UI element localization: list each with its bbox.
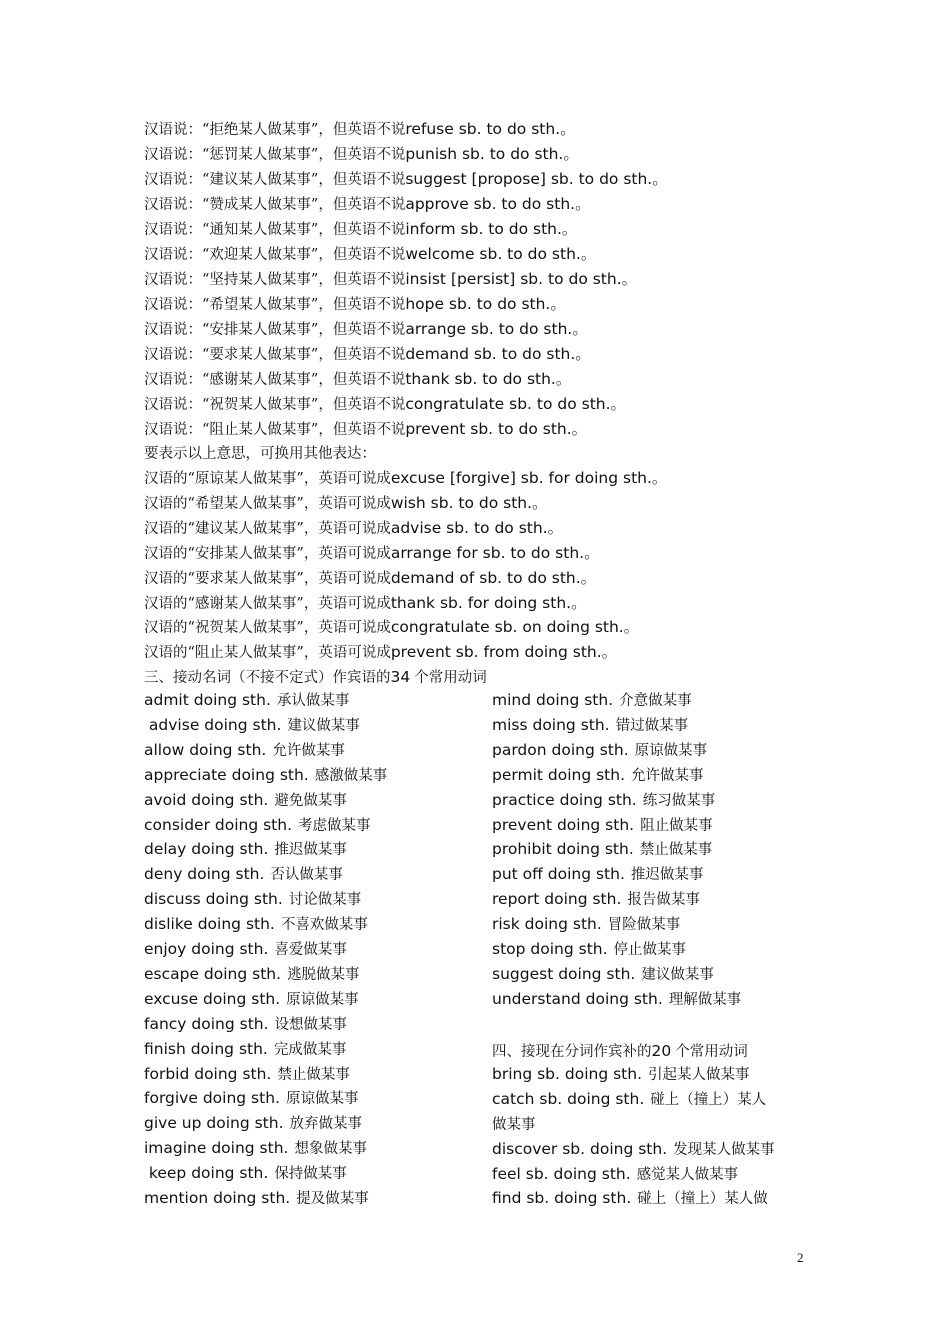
refuse-line (144, 344, 591, 365)
english-phrase: miss doing sth. (492, 715, 610, 734)
english-phrase: refuse sb. to do sth.。 (405, 120, 576, 138)
gerund-verb-item (144, 939, 347, 960)
english-phrase: give up doing sth. (144, 1114, 284, 1133)
heading3-number: 34 (390, 668, 411, 686)
gerund-verb-item (144, 889, 361, 910)
english-phrase: admit doing sth. (144, 691, 271, 709)
english-phrase: prevent doing sth. (492, 815, 635, 834)
chinese-meaning: 允许做某事 (272, 742, 345, 759)
chinese-text: 汉语的“安排某人做某事”，英语可说成 (144, 545, 391, 562)
gerund-verb-item (144, 740, 345, 761)
gerund-verb-item (144, 1088, 358, 1109)
english-phrase: thank sb. for doing sth.。 (390, 593, 587, 612)
refuse-line (144, 219, 577, 240)
chinese-meaning: 理解做某事 (668, 991, 742, 1008)
chinese-text: 汉语说：“阻止某人做某事”，但英语不说 (144, 422, 406, 438)
english-phrase: consider doing sth. (144, 815, 293, 834)
gerund-verb-item (144, 1113, 362, 1134)
heading-participle-verbs (492, 1041, 748, 1062)
refuse-line (144, 369, 571, 390)
gerund-verb-item (144, 815, 371, 836)
chinese-meaning: 否认做某事 (270, 867, 343, 884)
english-phrase: arrange for sb. to do sth.。 (390, 543, 600, 562)
chinese-text: 汉语说：“要求某人做某事”，但英语不说 (144, 347, 406, 363)
chinese-text: 汉语的“原谅某人做某事”，英语可说成 (144, 471, 391, 487)
chinese-text: 汉语的“阻止某人做某事”，英语可说成 (144, 645, 391, 662)
english-phrase: permit doing sth. (492, 765, 626, 784)
english-phrase: discuss doing sth. (144, 890, 283, 909)
chinese-meaning: 想象做某事 (294, 1141, 367, 1158)
gerund-verb-item (492, 815, 713, 836)
english-phrase: escape doing sth. (144, 964, 282, 983)
chinese-meaning: 介意做某事 (619, 693, 692, 709)
chinese-meaning: 碰上（撞上）某人 (650, 1092, 767, 1108)
english-phrase: prevent sb. to do sth.。 (405, 420, 588, 438)
english-phrase: avoid doing sth. (144, 790, 269, 809)
english-phrase: practice doing sth. (492, 790, 637, 809)
gerund-verb-item (492, 715, 688, 736)
english-phrase: appreciate doing sth. (144, 765, 309, 784)
alternative-line (144, 493, 548, 514)
gerund-verb-item (144, 715, 360, 736)
refuse-line (144, 319, 588, 340)
chinese-meaning: 喜爱做某事 (274, 942, 347, 958)
english-phrase: put off doing sth. (492, 865, 625, 884)
gerund-verb-item (144, 1163, 347, 1184)
chinese-meaning: 建议做某事 (287, 717, 360, 734)
english-phrase: wish sb. to do sth.。 (390, 493, 548, 512)
english-phrase: catch sb. doing sth. (492, 1090, 645, 1108)
chinese-meaning: 原谅做某事 (634, 742, 708, 759)
chinese-text: 汉语说：“安排某人做某事”，但英语不说 (144, 322, 406, 338)
participle-verb-item (492, 1064, 750, 1085)
gerund-verb-item (492, 839, 712, 860)
english-phrase: understand doing sth. (492, 989, 663, 1008)
heading3-text-b: 个常用动词 (414, 670, 487, 686)
chinese-meaning: 考虑做某事 (298, 817, 371, 834)
chinese-meaning: 停止做某事 (613, 942, 687, 958)
chinese-text: 汉语说：“感谢某人做某事”，但英语不说 (144, 372, 406, 388)
chinese-meaning: 不喜欢做某事 (280, 917, 368, 934)
english-phrase: demand of sb. to do sth.。 (390, 568, 597, 587)
english-phrase: advise sb. to do sth.。 (390, 518, 564, 537)
chinese-text: 汉语说：“希望某人做某事”，但英语不说 (144, 297, 406, 313)
chinese-meaning: 碰上（撞上）某人做 (637, 1191, 768, 1207)
gerund-verb-item (144, 964, 360, 985)
chinese-meaning: 完成做某事 (273, 1041, 347, 1058)
refuse-line (144, 144, 579, 165)
chinese-meaning: 建议做某事 (641, 966, 714, 983)
heading4-text-a: 四、接现在分词作宾补的 (492, 1044, 652, 1060)
gerund-verb-item (144, 790, 347, 811)
chinese-meaning: 冒险做某事 (607, 917, 681, 934)
english-phrase: congratulate sb. on doing sth.。 (390, 618, 640, 637)
participle-verb-item (492, 1089, 766, 1110)
chinese-meaning: 练习做某事 (642, 792, 716, 809)
chinese-meaning: 避免做某事 (274, 792, 347, 809)
gerund-verb-item (144, 1014, 347, 1035)
gerund-verb-item (492, 690, 692, 711)
chinese-meaning: 感觉某人做某事 (636, 1167, 739, 1183)
english-phrase: pardon doing sth. (492, 740, 629, 759)
english-phrase: mention doing sth. (144, 1189, 291, 1207)
chinese-meaning: 引起某人做某事 (648, 1067, 750, 1083)
chinese-meaning: 感激做某事 (314, 767, 388, 784)
heading4-text-b: 个常用动词 (675, 1044, 748, 1060)
chinese-meaning: 承认做某事 (276, 693, 350, 709)
chinese-text: 汉语说：“欢迎某人做某事”，但英语不说 (144, 247, 406, 263)
gerund-verb-item (492, 989, 741, 1010)
english-phrase: fancy doing sth. (144, 1014, 269, 1033)
english-phrase: insist [persist] sb. to do sth.。 (405, 270, 638, 288)
refuse-line (144, 119, 576, 140)
gerund-verb-item (492, 889, 700, 910)
english-phrase: finish doing sth. (144, 1039, 268, 1058)
refuse-line (144, 244, 596, 265)
english-phrase: suggest [propose] sb. to do sth.。 (405, 170, 668, 188)
chinese-text: 汉语说：“拒绝某人做某事”，但英语不说 (144, 122, 406, 138)
english-phrase: delay doing sth. (144, 840, 269, 859)
participle-verb-item (492, 1188, 768, 1209)
gerund-verb-item (144, 765, 387, 786)
gerund-verb-item (144, 864, 343, 885)
english-phrase: hope sb. to do sth.。 (405, 295, 566, 313)
english-phrase: mind doing sth. (492, 691, 614, 709)
english-phrase: forbid doing sth. (144, 1064, 272, 1083)
english-phrase: risk doing sth. (492, 915, 602, 934)
gerund-verb-item (492, 740, 707, 761)
english-phrase: enjoy doing sth. (144, 940, 269, 958)
english-phrase: suggest doing sth. (492, 964, 636, 983)
english-phrase: prevent sb. from doing sth.。 (390, 643, 618, 662)
english-phrase: approve sb. to do sth.。 (405, 195, 591, 213)
chinese-meaning: 禁止做某事 (639, 842, 713, 859)
english-phrase: bring sb. doing sth. (492, 1065, 642, 1083)
participle-verb-item (492, 1139, 775, 1160)
chinese-meaning: 原谅做某事 (286, 991, 359, 1008)
chinese-meaning: 原谅做某事 (285, 1091, 359, 1108)
gerund-verb-item (144, 839, 347, 860)
chinese-meaning: 提及做某事 (296, 1191, 369, 1207)
chinese-meaning: 禁止做某事 (277, 1066, 350, 1083)
english-phrase: deny doing sth. (144, 865, 265, 884)
chinese-meaning: 推迟做某事 (274, 842, 347, 859)
alternative-line (144, 468, 667, 489)
heading4-number: 20 (651, 1042, 672, 1060)
chinese-meaning: 发现某人做某事 (673, 1142, 775, 1158)
transition-text: 要表示以上意思，可换用其他表达： (144, 446, 376, 462)
chinese-meaning: 放弃做某事 (289, 1116, 362, 1133)
refuse-line (144, 194, 591, 215)
gerund-verb-item (144, 1188, 369, 1209)
chinese-meaning: 推迟做某事 (630, 867, 704, 884)
participle-verb-item (492, 1164, 738, 1185)
english-phrase: discover sb. doing sth. (492, 1140, 668, 1158)
english-phrase: prohibit doing sth. (492, 840, 634, 859)
chinese-text: 汉语说：“赞成某人做某事”，但英语不说 (144, 197, 406, 213)
gerund-verb-item (144, 989, 359, 1010)
chinese-meaning: 报告做某事 (627, 892, 700, 909)
chinese-meaning: 阻止做某事 (640, 817, 713, 834)
gerund-verb-item (492, 939, 686, 960)
gerund-verb-item (144, 914, 368, 935)
english-phrase: imagine doing sth. (144, 1139, 289, 1158)
chinese-text: 汉语的“建议某人做某事”，英语可说成 (144, 520, 391, 537)
chinese-meaning: 保持做某事 (274, 1166, 347, 1183)
english-phrase: feel sb. doing sth. (492, 1165, 631, 1183)
gerund-verb-item (492, 914, 680, 935)
gerund-verb-item (492, 765, 704, 786)
chinese-meaning: 做某事 (492, 1117, 536, 1133)
heading3-text-a: 三、接动名词（不接不定式）作宾语的 (144, 670, 391, 686)
english-phrase: report doing sth. (492, 890, 622, 909)
english-phrase: punish sb. to do sth.。 (405, 145, 579, 163)
gerund-verb-item (144, 1064, 350, 1085)
refuse-line (144, 394, 626, 415)
english-phrase: keep doing sth. (144, 1164, 269, 1183)
chinese-text: 汉语的“祝贺某人做某事”，英语可说成 (144, 620, 391, 637)
alternative-line (144, 543, 600, 564)
heading-gerund-verbs (144, 667, 487, 688)
refuse-line (144, 269, 637, 290)
chinese-text: 汉语说：“惩罚某人做某事”，但英语不说 (144, 147, 406, 163)
chinese-meaning: 错过做某事 (615, 717, 689, 734)
english-phrase: stop doing sth. (492, 940, 608, 958)
english-phrase: dislike doing sth. (144, 915, 275, 934)
chinese-text: 汉语的“希望某人做某事”，英语可说成 (144, 495, 391, 512)
gerund-verb-item (144, 690, 349, 711)
chinese-text: 汉语说：“建议某人做某事”，但英语不说 (144, 172, 406, 188)
english-phrase: forgive doing sth. (144, 1089, 280, 1108)
english-phrase: inform sb. to do sth.。 (405, 220, 578, 238)
alternative-line (144, 617, 639, 638)
english-phrase: excuse [forgive] sb. for doing sth.。 (390, 469, 668, 487)
english-phrase: thank sb. to do sth.。 (405, 370, 572, 388)
chinese-text: 汉语的“感谢某人做某事”，英语可说成 (144, 595, 391, 612)
english-phrase: arrange sb. to do sth.。 (405, 320, 588, 338)
refuse-line (144, 419, 587, 440)
chinese-meaning: 设想做某事 (274, 1016, 348, 1033)
english-phrase: congratulate sb. to do sth.。 (405, 395, 627, 413)
refuse-line (144, 294, 566, 315)
gerund-verb-item (492, 864, 703, 885)
chinese-meaning: 讨论做某事 (288, 892, 362, 909)
chinese-meaning: 允许做某事 (631, 767, 704, 784)
gerund-verb-item (492, 964, 714, 985)
chinese-text: 汉语说：“祝贺某人做某事”，但英语不说 (144, 397, 406, 413)
gerund-verb-item (144, 1138, 367, 1159)
alternative-line (144, 568, 596, 589)
chinese-text: 汉语说：“坚持某人做某事”，但英语不说 (144, 272, 406, 288)
alternative-line (144, 593, 587, 614)
english-phrase: excuse doing sth. (144, 989, 281, 1008)
chinese-meaning: 逃脱做某事 (287, 966, 360, 983)
gerund-verb-item (144, 1039, 346, 1060)
alternative-line (144, 518, 563, 539)
participle-verb-item (492, 1114, 536, 1135)
alternative-line (144, 642, 617, 663)
english-phrase: demand sb. to do sth.。 (405, 345, 591, 363)
chinese-text: 汉语说：“通知某人做某事”，但英语不说 (144, 222, 406, 238)
chinese-text: 汉语的“要求某人做某事”，英语可说成 (144, 570, 391, 587)
transition-line (144, 443, 376, 464)
page-number: 2 (797, 1250, 804, 1265)
english-phrase: allow doing sth. (144, 740, 267, 759)
english-phrase: advise doing sth. (144, 715, 282, 734)
gerund-verb-item (492, 790, 715, 811)
english-phrase: find sb. doing sth. (492, 1189, 632, 1207)
refuse-line (144, 169, 668, 190)
english-phrase: welcome sb. to do sth.。 (405, 245, 597, 263)
